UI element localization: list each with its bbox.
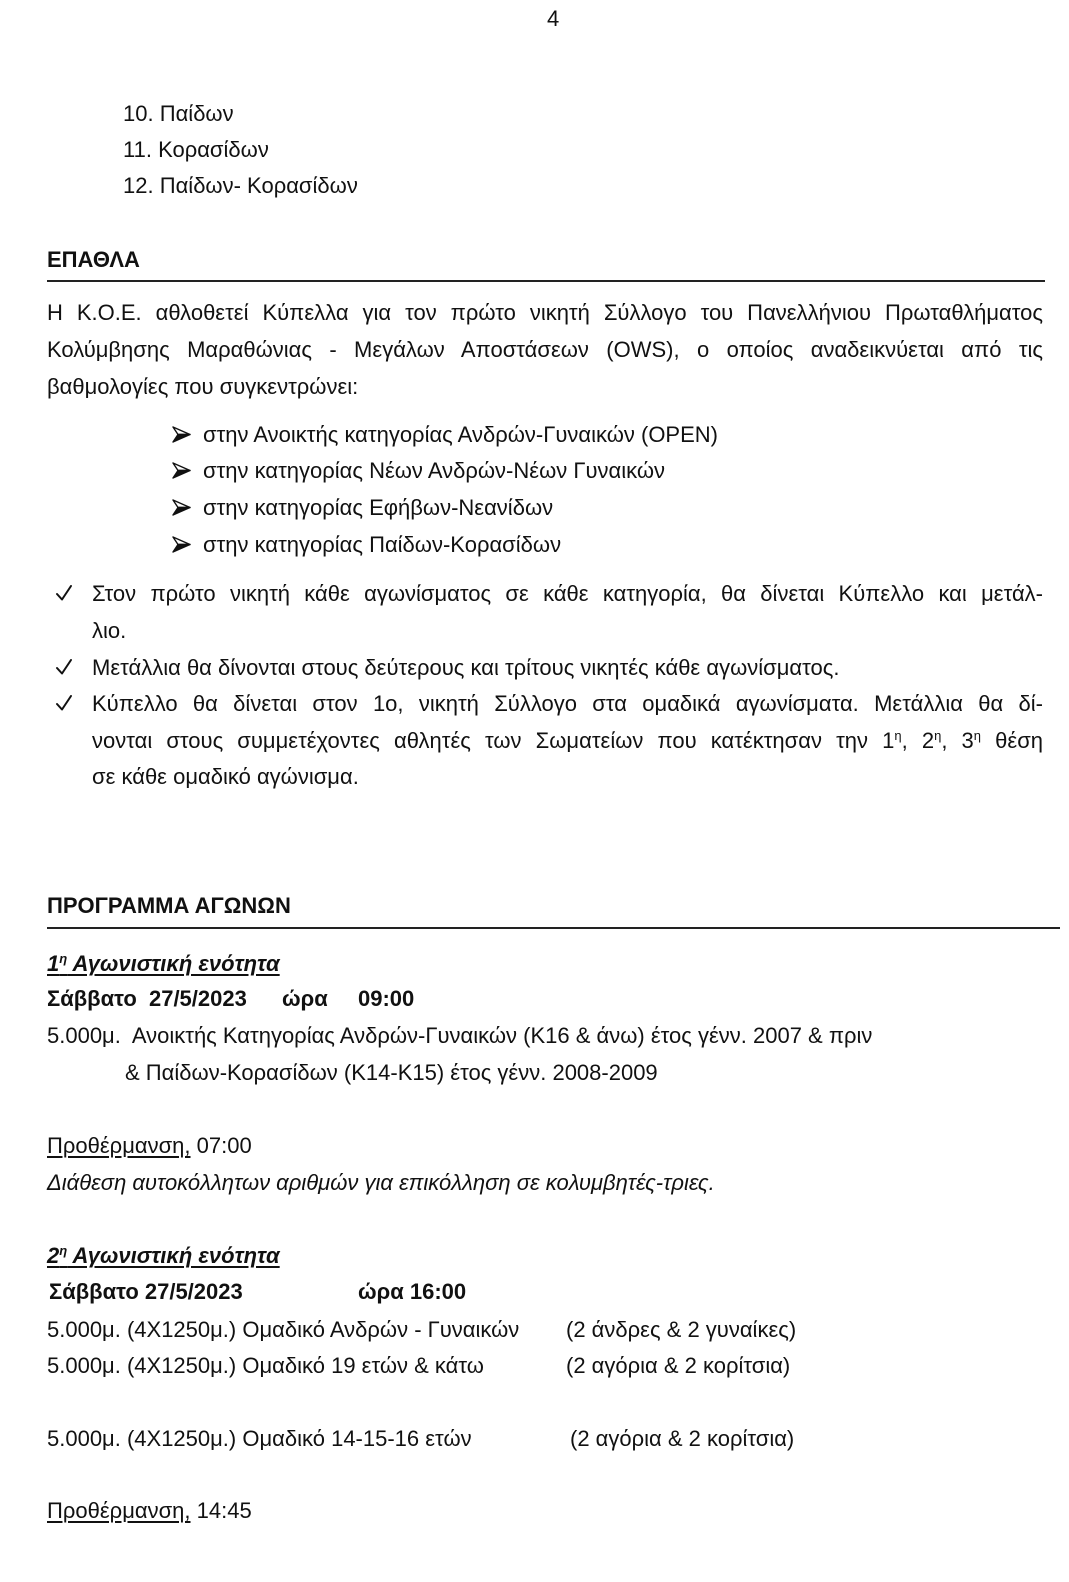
ranking-category-item: στην κατηγορίας Εφήβων-Νεανίδων — [203, 495, 554, 520]
warmup-line — [47, 1492, 252, 1529]
session-number: 1 — [47, 951, 60, 976]
warmup-time: 07:00 — [196, 1133, 252, 1158]
session-title-text: Αγωνιστική ενότητα — [72, 1243, 280, 1268]
awards-intro-line: βαθμολογίες που συγκεντρώνει: — [47, 374, 359, 399]
awards-intro-line: Η Κ.Ο.Ε. αθλοθετεί Κύπελλα για τον πρώτο νικητή Σύλλογο του Πανελλήνιου Πρωταθλήματος — [47, 300, 1043, 325]
arrow-bullet-icon — [172, 536, 191, 553]
award-rule-line: σε κάθε ομαδικό αγώνισμα. — [92, 764, 359, 789]
section-divider — [47, 927, 1060, 929]
awards-heading: ΕΠΑΘΛΑ — [47, 247, 140, 272]
session-title-text: Αγωνιστική ενότητα — [72, 951, 280, 976]
event-swimmers: (2 αγόρια & 2 κορίτσια) — [570, 1426, 795, 1451]
event-name: 5.000μ. (4Χ1250μ.) Ομαδικό 14-15-16 ετών — [47, 1426, 472, 1451]
ranking-category-item: στην κατηγορίας Νέων Ανδρών-Νέων Γυναικών — [203, 458, 666, 483]
award-rule-text: , 2 — [901, 728, 935, 753]
arrow-bullet-icon — [172, 499, 191, 516]
warmup-label: Προθέρμανση, — [47, 1133, 191, 1158]
session-time-label: ώρα — [358, 1279, 404, 1304]
check-bullet-icon — [55, 694, 73, 712]
session-time: 16:00 — [409, 1279, 467, 1304]
ranking-category-item: στην Ανοικτής κατηγορίας Ανδρών-Γυναικών (OPEN) — [203, 422, 718, 447]
session-date: Σάββατο 27/5/2023 — [49, 1279, 243, 1304]
session-time-label: ώρα — [282, 986, 328, 1011]
section-divider — [47, 280, 1045, 282]
session-number: 2 — [47, 1243, 60, 1268]
event-name: 5.000μ. (4Χ1250μ.) Ομαδικό 19 ετών & κάτω — [47, 1353, 484, 1378]
session-title — [47, 1237, 280, 1274]
award-rule-text: θέση — [981, 728, 1043, 753]
awards-intro-line: Κολύμβησης Μαραθώνιας - Μεγάλων Αποστάσεων (OWS), ο οποίος αναδεικνύεται από τις — [47, 337, 1043, 362]
check-bullet-icon — [55, 658, 73, 676]
categories-list-item: 12. Παίδων- Κορασίδων — [123, 173, 358, 198]
award-rule-text: , 3 — [941, 728, 974, 753]
categories-list-item: 11. Κορασίδων — [123, 137, 269, 162]
award-rule-line: Μετάλλια θα δίνονται στους δεύτερους και τρίτους νικητές κάθε αγωνίσματος. — [92, 655, 840, 680]
event-line: 5.000μ. Ανοικτής Κατηγορίας Ανδρών-Γυναικών (Κ16 & άνω) έτος γένν. 2007 & πριν — [47, 1023, 873, 1048]
warmup-line — [47, 1127, 252, 1164]
sticker-note: Διάθεση αυτοκόλλητων αριθμών για επικόλληση σε κολυμβητές-τριες. — [47, 1170, 715, 1195]
check-bullet-icon — [55, 584, 73, 602]
event-name: 5.000μ. (4Χ1250μ.) Ομαδικό Ανδρών - Γυναικών — [47, 1317, 520, 1342]
session-title — [47, 945, 280, 982]
warmup-time: 14:45 — [196, 1498, 252, 1523]
award-rule-line: Κύπελλο θα δίνεται στον 1ο, νικητή Σύλλογο στα ομαδικά αγωνίσματα. Μετάλλια θα δί- — [92, 691, 1043, 716]
event-swimmers: (2 άνδρες & 2 γυναίκες) — [566, 1317, 797, 1342]
award-rule-text: νονται στους συμμετέχοντες αθλητές των Σωματείων που κατέκτησαν την 1 — [92, 728, 895, 753]
session-date: Σάββατο 27/5/2023 — [47, 986, 247, 1011]
page-number: 4 — [547, 6, 560, 31]
categories-list-item: 10. Παίδων — [123, 101, 234, 126]
award-rule-line: Στον πρώτο νικητή κάθε αγωνίσματος σε κάθε κατηγορία, θα δίνεται Κύπελλο και μετάλ- — [92, 581, 1043, 606]
session-number-suffix: η — [59, 1243, 68, 1258]
session-number-suffix: η — [59, 951, 68, 966]
session-time: 09:00 — [358, 986, 415, 1011]
ordinal-suffix: η — [894, 728, 902, 743]
ordinal-suffix: η — [973, 728, 982, 743]
arrow-bullet-icon — [172, 426, 191, 443]
event-swimmers: (2 αγόρια & 2 κορίτσια) — [566, 1353, 791, 1378]
session-time-group — [358, 1273, 466, 1310]
arrow-bullet-icon — [172, 462, 191, 479]
event-line: & Παίδων-Κορασίδων (Κ14-Κ15) έτος γένν. 2008-2009 — [125, 1060, 658, 1085]
warmup-label: Προθέρμανση, — [47, 1498, 191, 1523]
award-rule-line: λιο. — [92, 618, 127, 643]
ordinal-suffix: η — [934, 728, 942, 743]
ranking-category-item: στην κατηγορίας Παίδων-Κορασίδων — [203, 532, 562, 557]
schedule-heading: ΠΡΟΓΡΑΜΜΑ ΑΓΩΝΩΝ — [47, 893, 291, 918]
award-rule-line — [92, 722, 1043, 759]
